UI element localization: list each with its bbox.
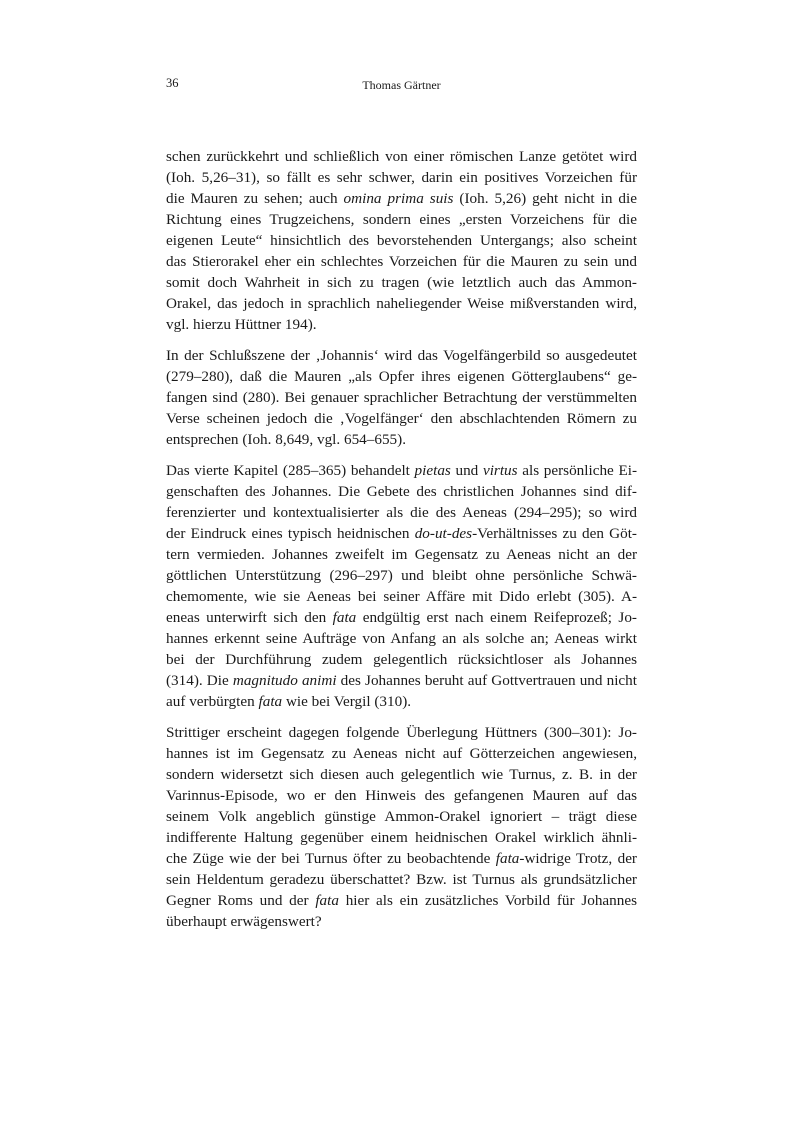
text-line bbox=[166, 387, 637, 408]
text-line bbox=[166, 146, 637, 167]
text-line bbox=[166, 869, 637, 890]
text-line bbox=[166, 743, 637, 764]
italic-term: do-ut-des bbox=[414, 525, 473, 542]
paragraph bbox=[166, 722, 637, 932]
text-segment: wie bei Vergil (310). bbox=[282, 693, 412, 710]
text-line bbox=[166, 827, 637, 848]
text-line bbox=[166, 429, 637, 450]
text-segment: entsprechen (Ioh. 8,649, vgl. 654–655). bbox=[166, 431, 406, 448]
text-segment: (279–280), daß die Mauren „als Opfer ihres eigenen Götterglaubens“ ge- bbox=[166, 368, 637, 385]
text-segment: Orakel, das jedoch in sprachlich naheliegender Weise mißverstanden wird, bbox=[166, 295, 637, 312]
text-segment: Verse scheinen jedoch die ‚Vogelfänger‘ den abschlachtenden Römern zu bbox=[166, 410, 637, 427]
text-line bbox=[166, 167, 637, 188]
text-segment: das Stierorakel eher ein schlechtes Vorzeichen für die Mauren zu sein und bbox=[166, 253, 637, 270]
paragraph bbox=[166, 460, 637, 712]
text-segment: schen zurückkehrt und schließlich von einer römischen Lanze getötet wird bbox=[166, 148, 637, 165]
text-line bbox=[166, 366, 637, 387]
text-line bbox=[166, 628, 637, 649]
text-line bbox=[166, 848, 637, 869]
text-segment: -Verhältnisses zu den Göt- bbox=[472, 525, 637, 542]
text-segment: -widrige Trotz, der bbox=[519, 850, 637, 867]
text-line bbox=[166, 764, 637, 785]
text-segment: endgültig erst nach einem Reifeprozeß; Jo- bbox=[356, 609, 637, 626]
text-line bbox=[166, 544, 637, 565]
text-segment: (314). Die bbox=[166, 672, 233, 689]
text-segment: auf verbürgten bbox=[166, 693, 259, 710]
text-line bbox=[166, 523, 637, 544]
text-segment: eigenen Leute“ hinsichtlich des bevorstehenden Untergangs; also scheint bbox=[166, 232, 637, 249]
text-line bbox=[166, 481, 637, 502]
text-segment: somit doch Wahrheit in sich zu tragen (wie letztlich auch das Ammon- bbox=[166, 274, 637, 291]
text-segment: seinem Volk angeblich günstige Ammon-Orakel ignoriert – trägt diese bbox=[166, 808, 637, 825]
text-segment: göttlichen Unterstützung (296–297) und bleibt ohne persönliche Schwä- bbox=[166, 567, 637, 584]
text-segment: und bbox=[450, 462, 483, 479]
text-segment: Gegner Roms und der bbox=[166, 892, 316, 909]
text-segment: sein Heldentum geradezu überschattet? Bzw. ist Turnus als grundsätzlicher bbox=[166, 871, 637, 888]
text-line bbox=[166, 460, 637, 481]
italic-term: virtus bbox=[482, 462, 518, 479]
text-segment: Varinnus-Episode, wo er den Hinweis des gefangenen Mauren auf das bbox=[166, 787, 637, 804]
text-line bbox=[166, 408, 637, 429]
body-text bbox=[166, 146, 637, 942]
italic-term: fata bbox=[495, 850, 520, 867]
text-line bbox=[166, 586, 637, 607]
text-segment: tern vermieden. Johannes zweifelt im Gegensatz zu Aeneas nicht an der bbox=[166, 546, 637, 563]
text-line bbox=[166, 911, 637, 932]
italic-term: magnitudo animi bbox=[232, 672, 337, 689]
text-segment: (Ioh. 5,26–31), so fällt es sehr schwer, darin ein positives Vorzeichen für bbox=[166, 169, 637, 186]
text-segment: des Johannes beruht auf Gottvertrauen und nicht bbox=[336, 672, 637, 689]
text-segment: ferenzierter und kontextualisierter als die des Aeneas (294–295); so wird bbox=[166, 504, 637, 521]
text-segment: überhaupt erwägenswert? bbox=[166, 913, 322, 930]
text-line bbox=[166, 345, 637, 366]
text-line bbox=[166, 230, 637, 251]
text-line bbox=[166, 890, 637, 911]
italic-term: fata bbox=[332, 609, 357, 626]
text-line bbox=[166, 251, 637, 272]
text-segment: In der Schlußszene der ‚Johannis‘ wird das Vogelfängerbild so ausgedeutet bbox=[166, 347, 637, 364]
running-head-author: Thomas Gärtner bbox=[362, 78, 441, 92]
paragraph bbox=[166, 345, 637, 450]
text-segment: genschaften des Johannes. Die Gebete des christlichen Johannes sind dif- bbox=[166, 483, 637, 500]
italic-term: omina prima suis bbox=[343, 190, 454, 207]
page-number: 36 bbox=[166, 76, 179, 90]
text-segment: chemomente, wie sie Aeneas bei seiner Affäre mit Dido erlebt (305). A- bbox=[166, 588, 637, 605]
text-segment: Strittiger erscheint dagegen folgende Überlegung Hüttners (300–301): Jo- bbox=[166, 724, 637, 741]
text-line bbox=[166, 272, 637, 293]
text-line bbox=[166, 670, 637, 691]
text-segment: che Züge wie der bei Turnus öfter zu beobachtende bbox=[166, 850, 496, 867]
text-segment: (Ioh. 5,26) geht nicht in die bbox=[453, 190, 637, 207]
text-segment: hannes ist im Gegensatz zu Aeneas nicht auf Götterzeichen angewiesen, bbox=[166, 745, 637, 762]
text-segment: hier als ein zusätzliches Vorbild für Johannes bbox=[338, 892, 637, 909]
text-segment: sondern widersetzt sich diesen auch gelegentlich wie Turnus, z. B. in der bbox=[166, 766, 637, 783]
text-segment: Richtung eines Trugzeichens, sondern eines „ersten Vorzeichens für die bbox=[166, 211, 637, 228]
text-line bbox=[166, 607, 637, 628]
text-segment: fangen sind (280). Bei genauer sprachlicher Betrachtung der verstümmelten bbox=[166, 389, 637, 406]
text-line bbox=[166, 785, 637, 806]
text-segment: eneas unterwirft sich den bbox=[166, 609, 333, 626]
text-line bbox=[166, 314, 637, 335]
text-line bbox=[166, 649, 637, 670]
text-segment: bei der Durchführung zudem gelegentlich rücksichtloser als Johannes bbox=[166, 651, 637, 668]
text-segment: hannes erkennt seine Aufträge von Anfang an als solche an; Aeneas wirkt bbox=[166, 630, 637, 647]
text-segment: vgl. hierzu Hüttner 194). bbox=[166, 316, 317, 333]
italic-term: fata bbox=[258, 693, 283, 710]
text-line bbox=[166, 691, 637, 712]
italic-term: fata bbox=[315, 892, 339, 909]
text-segment: indifferente Haltung gegenüber einem heidnischen Orakel wirklich ähnli- bbox=[166, 829, 637, 846]
text-line bbox=[166, 293, 637, 314]
page-header bbox=[166, 76, 637, 96]
text-line bbox=[166, 565, 637, 586]
text-line bbox=[166, 502, 637, 523]
text-segment: der Eindruck eines typisch heidnischen bbox=[166, 525, 415, 542]
text-segment: als persönliche Ei- bbox=[517, 462, 637, 479]
text-segment: Das vierte Kapitel (285–365) behandelt bbox=[166, 462, 415, 479]
text-line bbox=[166, 806, 637, 827]
text-segment: die Mauren zu sehen; auch bbox=[166, 190, 344, 207]
text-line bbox=[166, 722, 637, 743]
text-line bbox=[166, 188, 637, 209]
paragraph bbox=[166, 146, 637, 335]
italic-term: pietas bbox=[414, 462, 451, 479]
text-line bbox=[166, 209, 637, 230]
